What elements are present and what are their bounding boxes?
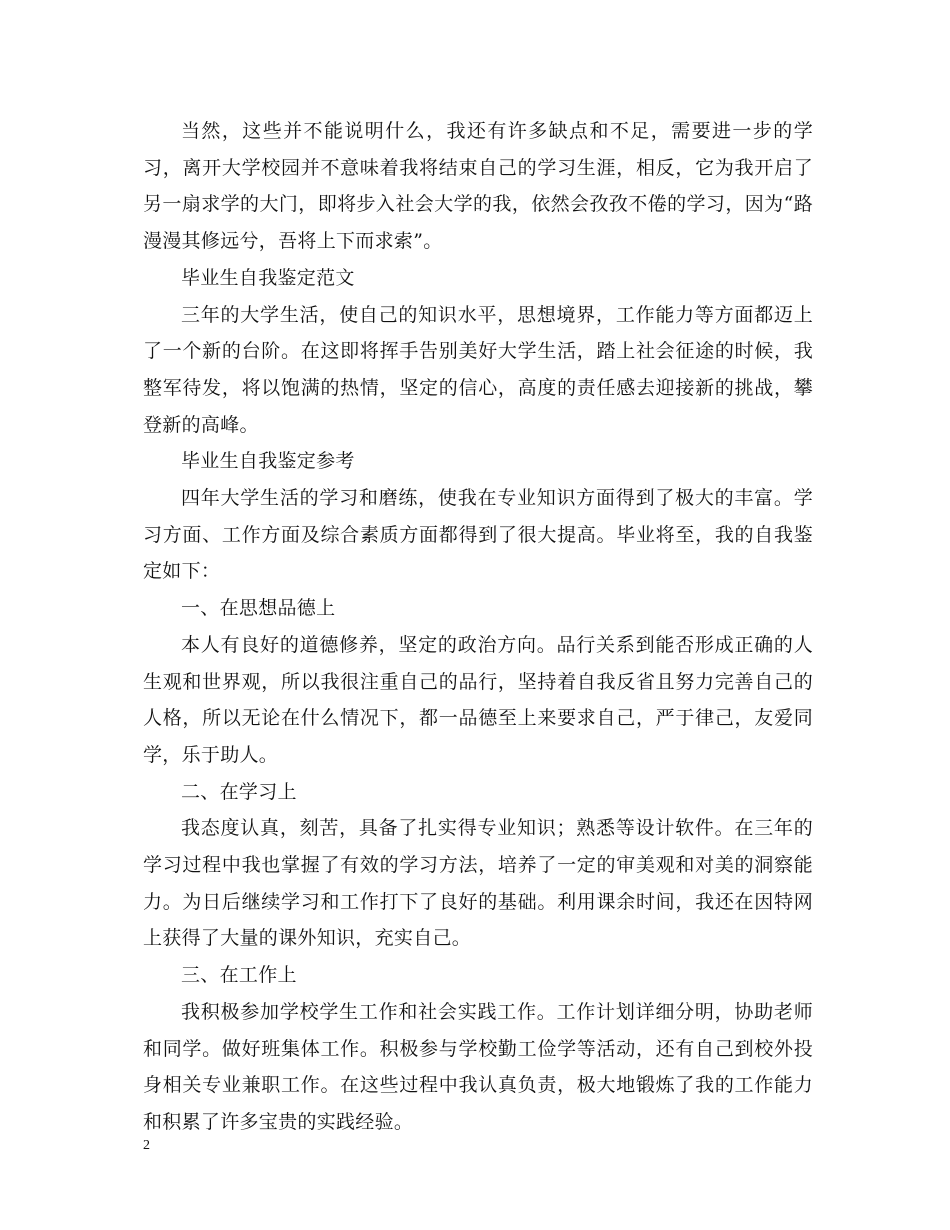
- section-heading-morality: 一、在思想品德上: [181, 597, 336, 620]
- paragraph-work: 我积极参加学校学生工作和社会实践工作。工作计划详细分明，协助老师和同学。做好班集体工作。积极参与学校勤工俭学等活动，还有自己到校外投身相关专业兼职工作。在这些过程中我认真负责，极大地锻炼了我的工作能力和积累了许多宝贵的实践经验。: [143, 1000, 813, 1133]
- document-body: [143, 113, 813, 1141]
- section-heading-reference: 毕业生自我鉴定参考: [181, 450, 355, 473]
- paragraph-intro: 当然，这些并不能说明什么，我还有许多缺点和不足，需要进一步的学习，离开大学校园并不意味着我将结束自己的学习生涯，相反，它为我开启了另一扇求学的大门，即将步入社会大学的我，依然会孜孜不倦的学习，因为“路漫漫其修远兮，吾将上下而求索”。: [143, 120, 813, 253]
- section-heading-sample: 毕业生自我鉴定范文: [181, 266, 355, 289]
- paragraph-study: 我态度认真，刻苦，具备了扎实得专业知识；熟悉等设计软件。在三年的学习过程中我也掌握了有效的学习方法，培养了一定的审美观和对美的洞察能力。为日后继续学习和工作打下了良好的基础。利用课余时间，我还在因特网上获得了大量的课外知识，充实自己。: [143, 817, 813, 950]
- section-heading-study: 二、在学习上: [181, 780, 297, 803]
- paragraph-morality: 本人有良好的道德修养，坚定的政治方向。品行关系到能否形成正确的人生观和世界观，所以我很注重自己的品行，坚持着自我反省且努力完善自己的人格，所以无论在什么情况下，都一品德至上来要求自己，严于律己，友爱同学，乐于助人。: [143, 633, 813, 766]
- section-heading-work: 三、在工作上: [181, 964, 297, 987]
- paragraph-reference: 四年大学生活的学习和磨练，使我在专业知识方面得到了极大的丰富。学习方面、工作方面及综合素质方面都得到了很大提高。毕业将至，我的自我鉴定如下：: [143, 487, 813, 583]
- paragraph-sample: 三年的大学生活，使自己的知识水平，思想境界，工作能力等方面都迈上了一个新的台阶。在这即将挥手告别美好大学生活，踏上社会征途的时候，我整军待发，将以饱满的热情，坚定的信心，高度的责任感去迎接新的挑战，攀登新的高峰。: [143, 303, 813, 436]
- page-number: 2: [143, 1138, 150, 1153]
